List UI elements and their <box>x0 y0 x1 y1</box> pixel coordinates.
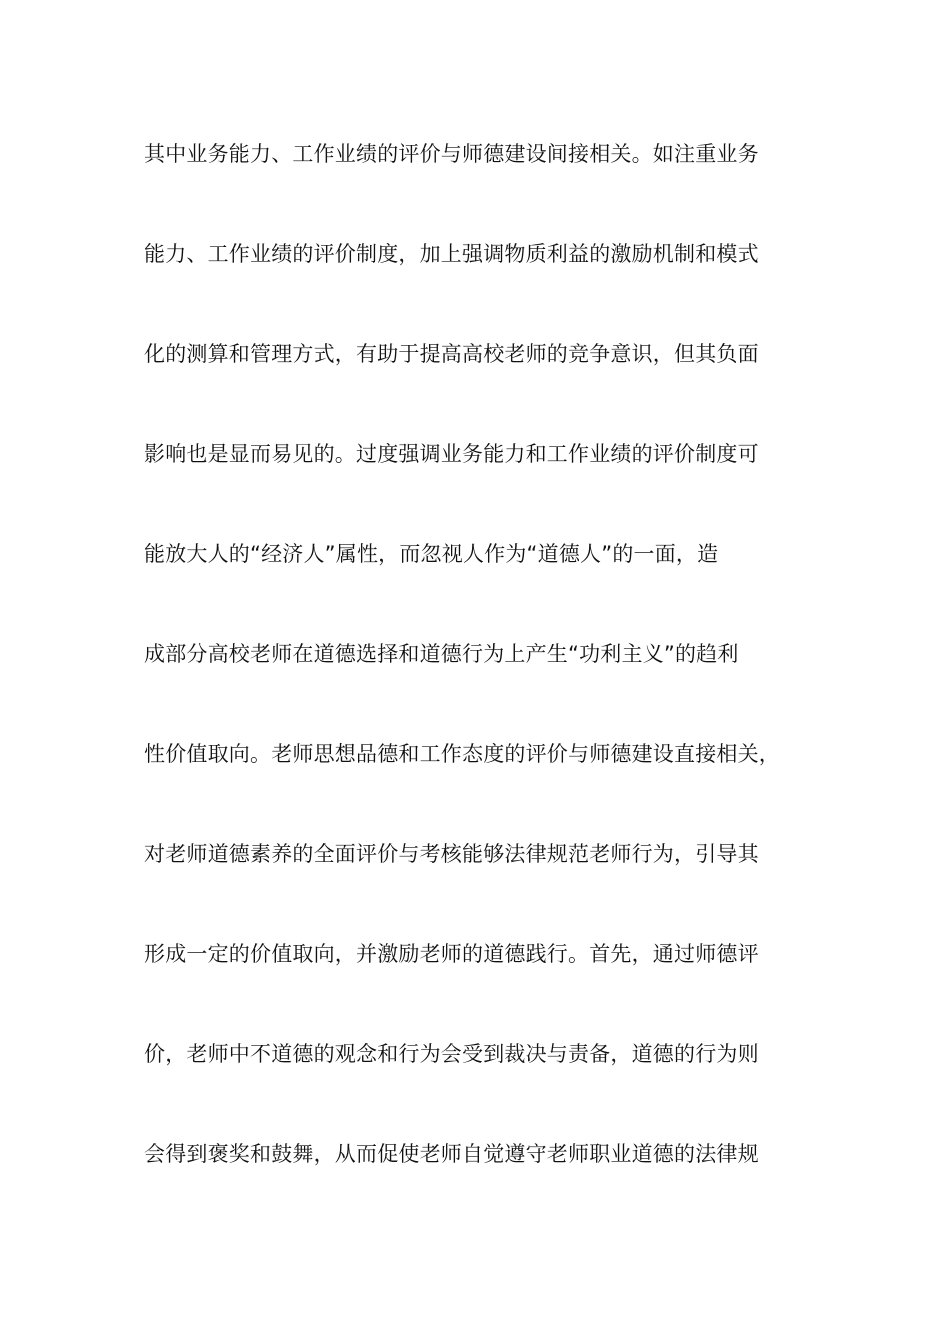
text-line: 化的测算和管理方式，有助于提高高校老师的竞争意识，但其负面 <box>144 342 759 366</box>
text-line: 成部分高校老师在道德选择和道德行为上产生“功利主义”的趋利 <box>144 642 739 666</box>
text-line: 性价值取向。老师思想品德和工作态度的评价与师德建设直接相关， <box>144 742 780 766</box>
text-line: 对老师道德素养的全面评价与考核能够法律规范老师行为，引导其 <box>144 842 759 866</box>
text-line: 价，老师中不道德的观念和行为会受到裁决与责备，道德的行为则 <box>144 1042 759 1066</box>
text-line: 能力、工作业绩的评价制度，加上强调物质利益的激励机制和模式 <box>144 242 759 266</box>
text-line: 会得到褒奖和鼓舞，从而促使老师自觉遵守老师职业道德的法律规 <box>144 1142 759 1166</box>
text-line: 形成一定的价值取向，并激励老师的道德践行。首先，通过师德评 <box>144 942 759 966</box>
text-line: 能放大人的“经济人”属性，而忽视人作为“道德人”的一面，造 <box>144 542 719 566</box>
body-text <box>144 132 824 1232</box>
text-line: 影响也是显而易见的。过度强调业务能力和工作业绩的评价制度可 <box>144 442 759 466</box>
text-line: 其中业务能力、工作业绩的评价与师德建设间接相关。如注重业务 <box>144 142 759 166</box>
